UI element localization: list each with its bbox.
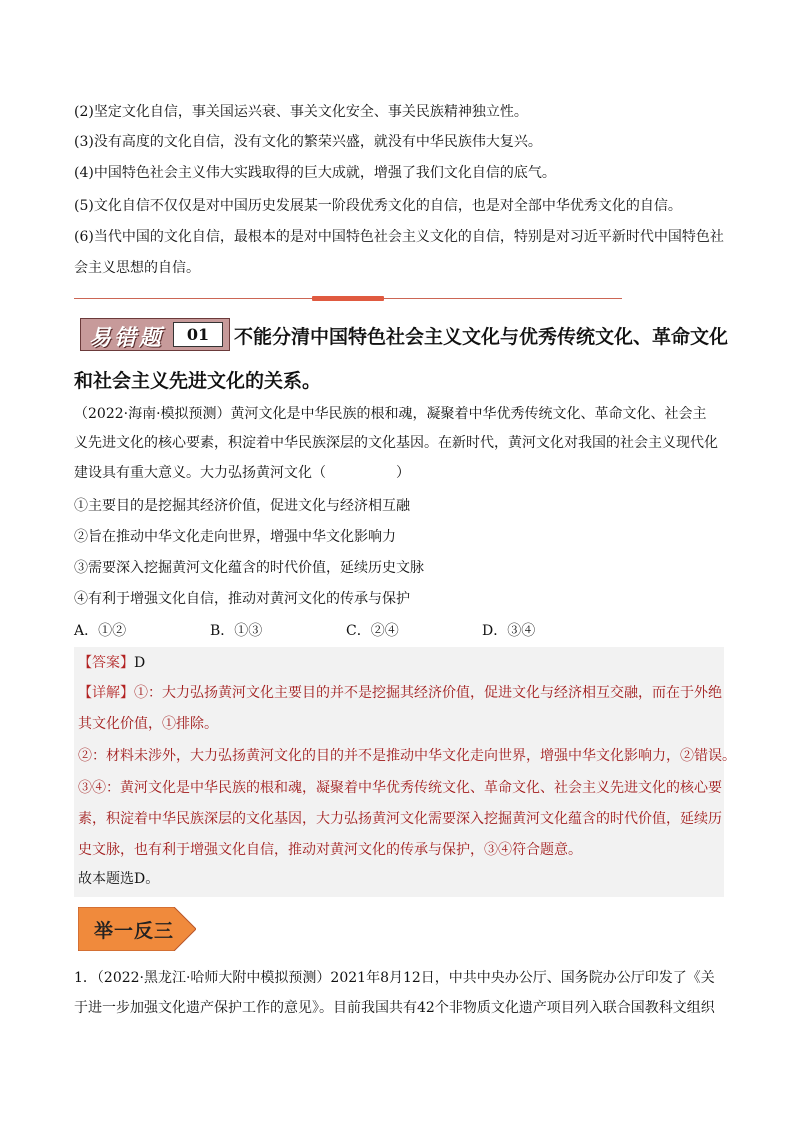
question-stem-3: 建设具有重大意义。大力弘扬黄河文化（ ） xyxy=(74,465,410,481)
detail-line-2: 其文化价值，①排除。 xyxy=(78,716,218,732)
practice-q1-line1: 1．（2022·黑龙江·哈师大附中模拟预测）2021年8月12日，中共中央办公厅、国务院办公厅印发了《关 xyxy=(74,970,715,986)
detail-line-5: 素，积淀着中华民族深层的文化基因，大力弘扬黄河文化需要深入挖掘黄河文化蕴含的时代价值，延续历 xyxy=(78,811,722,827)
practice-banner xyxy=(78,907,196,951)
detail-line-6: 史文脉，也有利于增强文化自信，推动对黄河文化的传承与保护，③④符合题意。 xyxy=(78,842,582,858)
answer-line xyxy=(78,650,145,677)
intro-item-5: (5)文化自信不仅仅是对中国历史发展某一阶段优秀文化的自信，也是对全部中华优秀文化的自信。 xyxy=(74,198,682,214)
option-a: A．①② xyxy=(74,623,127,639)
intro-item-2: (2)坚定文化自信，事关国运兴衰、事关文化安全、事关民族精神独立性。 xyxy=(74,104,528,120)
divider-accent xyxy=(312,296,384,301)
statement-1: ①主要目的是挖掘其经济价值，促进文化与经济相互融 xyxy=(74,498,410,514)
intro-item-6-cont: 会主义思想的自信。 xyxy=(74,260,200,276)
answer-value: D xyxy=(134,655,146,671)
statement-2: ②旨在推动中华文化走向世界，增强中华文化影响力 xyxy=(74,529,396,545)
detail-line-3: ②：材料未涉外，大力弘扬黄河文化的目的并不是推动中华文化走向世界，增强中华文化影响力，②错误。 xyxy=(78,748,736,764)
question-stem-2: 义先进文化的核心要素，积淀着中华民族深层的文化基因。在新时代，黄河文化对我国的社会主义现代化 xyxy=(74,435,718,451)
conclusion: 故本题选D。 xyxy=(78,871,160,887)
statement-4: ④有利于增强文化自信，推动对黄河文化的传承与保护 xyxy=(74,591,410,607)
practice-label: 举一反三 xyxy=(94,920,175,942)
intro-item-6: (6)当代中国的文化自信，最根本的是对中国特色社会主义文化的自信，特别是对习近平新时代中国特色社 xyxy=(74,229,724,245)
intro-item-3: (3)没有高度的文化自信，没有文化的繁荣兴盛，就没有中华民族伟大复兴。 xyxy=(74,134,542,150)
statement-3: ③需要深入挖掘黄河文化蕴含的时代价值，延续历史文脉 xyxy=(74,560,424,576)
mistake-number: 01 xyxy=(173,322,223,347)
option-c: C．②④ xyxy=(346,623,399,639)
question-stem-1: （2022·海南·模拟预测）黄河文化是中华民族的根和魂，凝聚着中华优秀传统文化、革命文化、社会主 xyxy=(74,406,707,422)
mistake-label: 易错题 xyxy=(89,325,165,351)
intro-item-4: (4)中国特色社会主义伟大实践取得的巨大成就，增强了我们文化自信的底气。 xyxy=(74,165,556,181)
detail-line-4: ③④：黄河文化是中华民族的根和魂，凝聚着中华优秀传统文化、革命文化、社会主义先进文化的核心要 xyxy=(78,780,722,796)
detail-text-1: ①：大力弘扬黄河文化主要目的并不是挖掘其经济价值，促进文化与经济相互交融，而在于外绝 xyxy=(134,685,722,701)
detail-line-1 xyxy=(78,680,722,707)
answer-tag: 【答案】 xyxy=(78,655,134,671)
option-b: B．①③ xyxy=(210,623,263,639)
answer-options xyxy=(74,618,724,645)
detail-tag: 【详解】 xyxy=(78,685,134,701)
option-d: D．③④ xyxy=(482,623,536,639)
practice-q1-line2: 于进一步加强文化遗产保护工作的意见》。目前我国共有42个非物质文化遗产项目列入联合国教科文组织 xyxy=(74,1000,715,1016)
mistake-title-line2: 和社会主义先进文化的关系。 xyxy=(74,370,322,392)
mistake-title-line1: 不能分清中国特色社会主义文化与优秀传统文化、革命文化 xyxy=(234,326,729,348)
mistake-badge xyxy=(80,318,230,351)
